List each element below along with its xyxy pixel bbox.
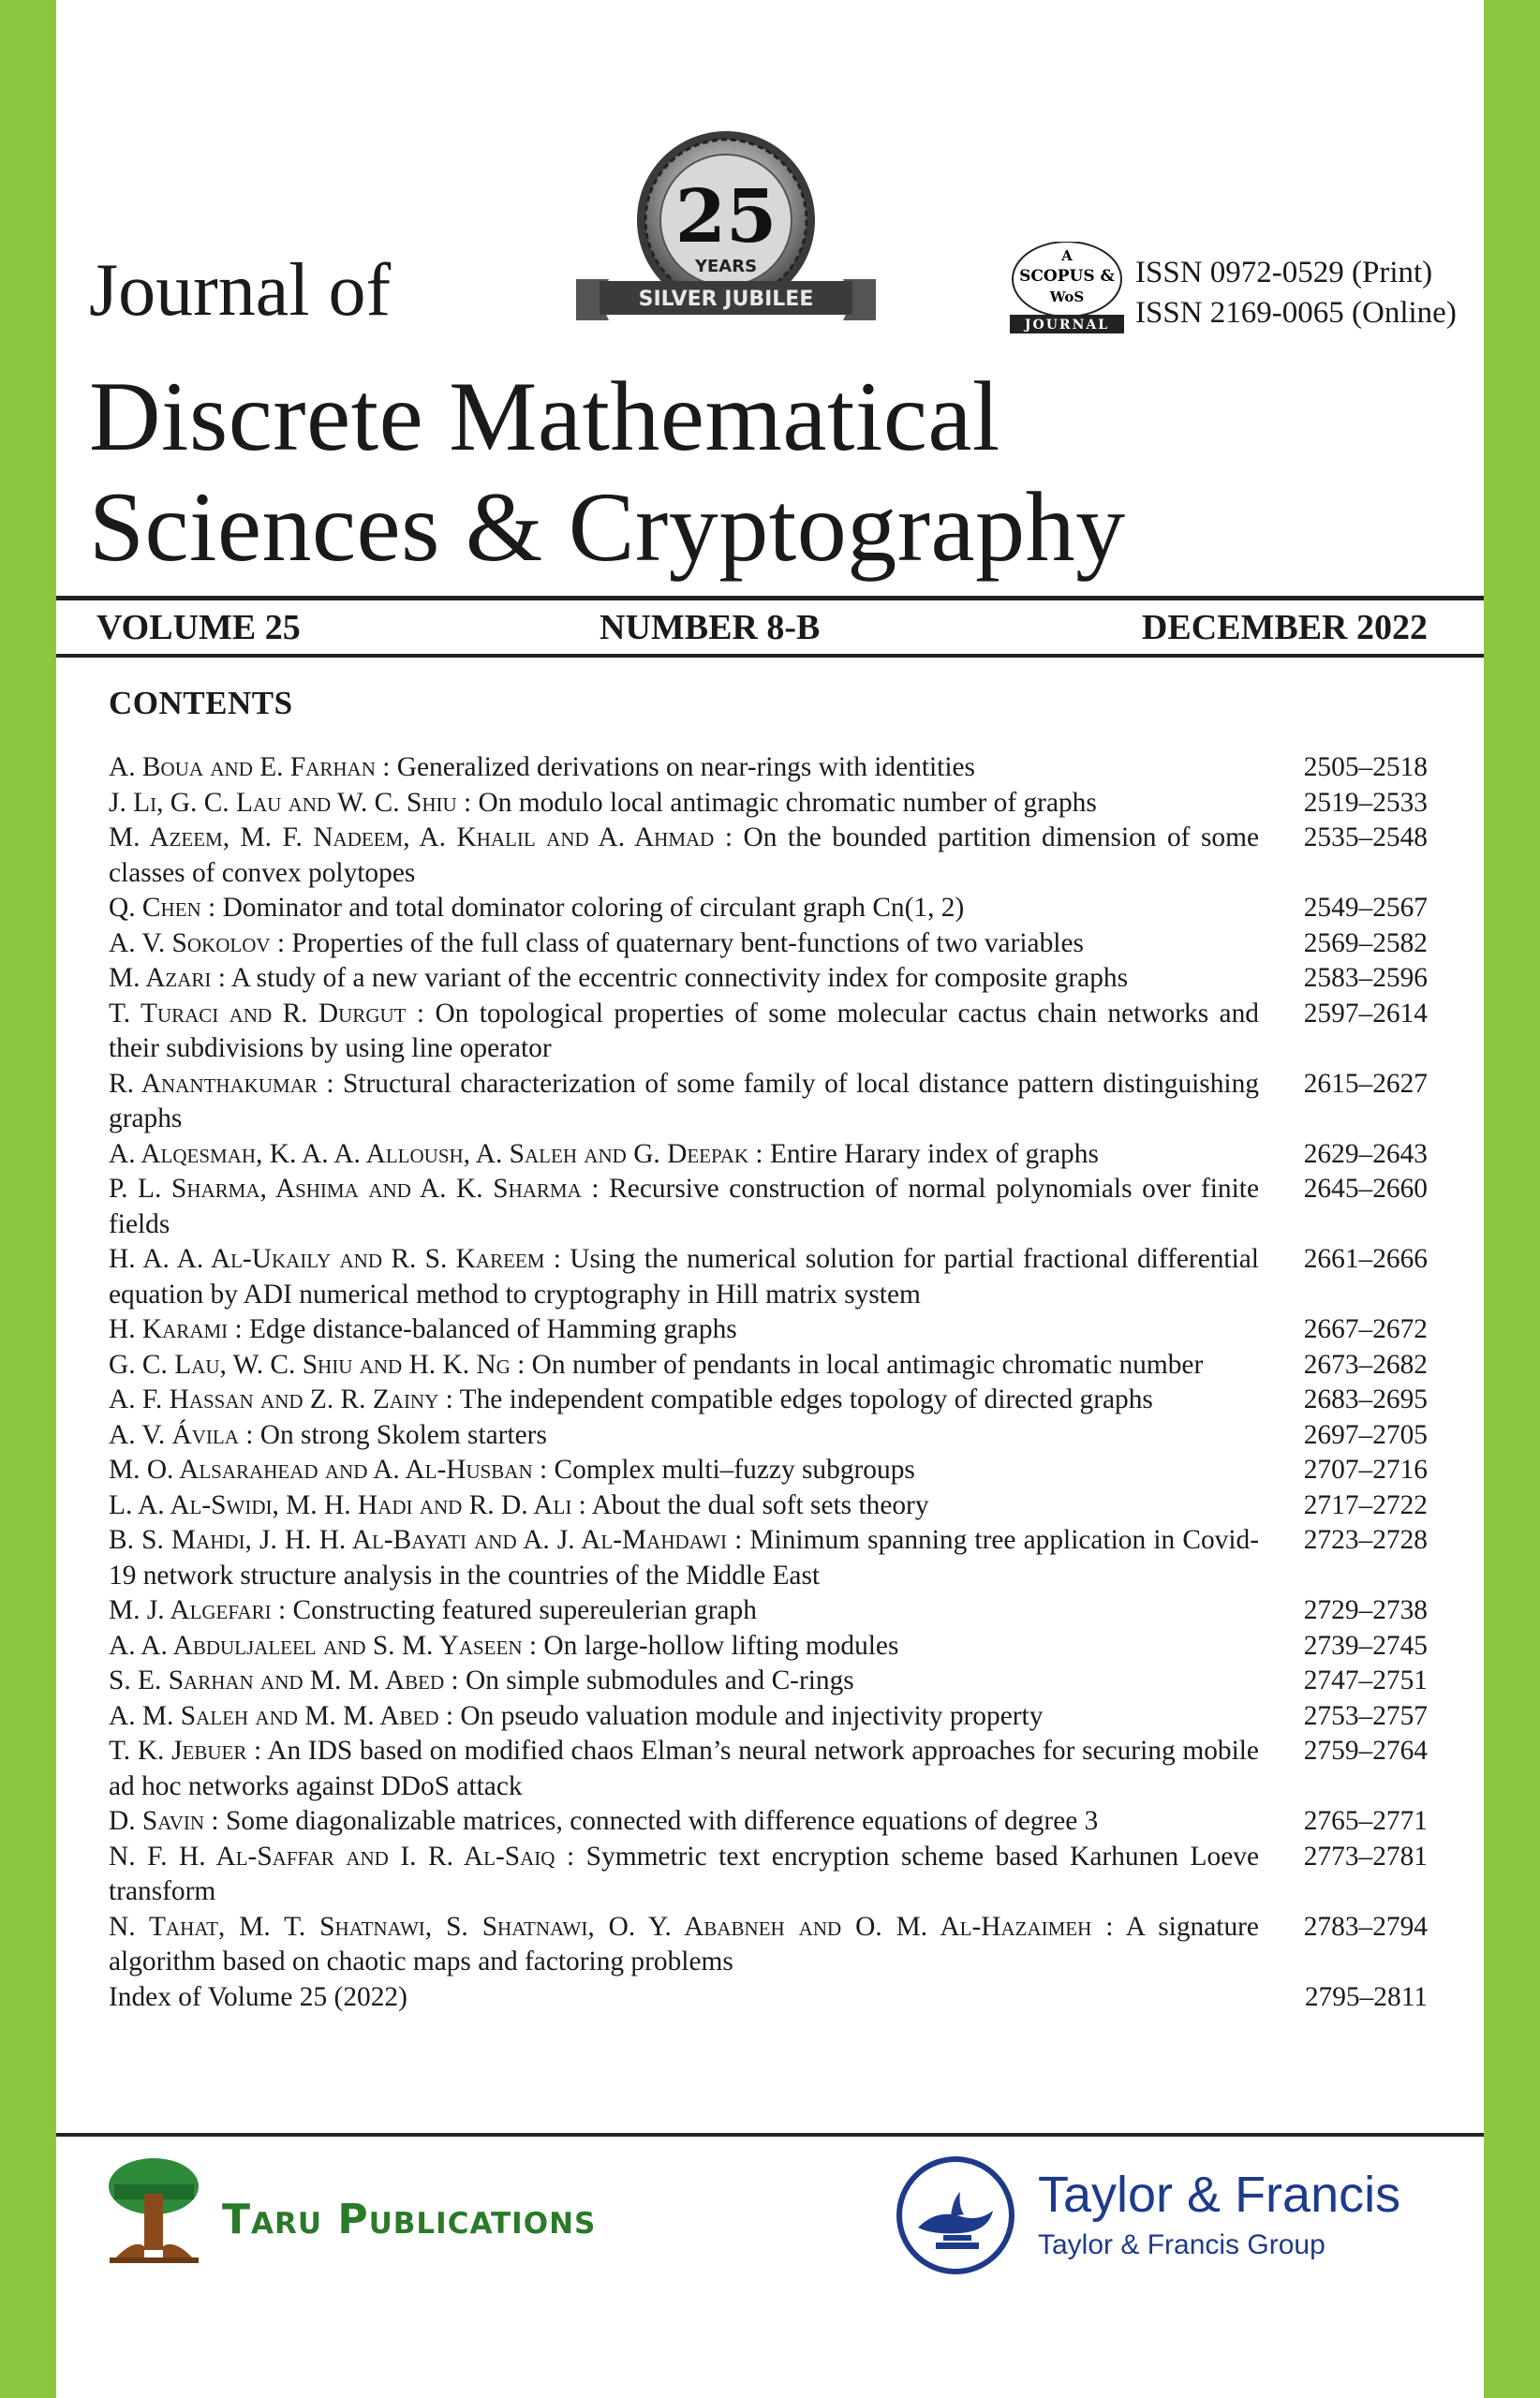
toc-pages: 2569–2582	[1303, 927, 1428, 958]
toc-entry-text: S. E. Sarhan and M. M. Abed : On simple submodules and C-rings	[109, 1665, 854, 1695]
toc-entry-text: A. M. Saleh and M. M. Abed : On pseudo valuation module and injectivity property	[109, 1700, 1044, 1731]
toc-title: Index of Volume 25 (2022)	[109, 1981, 407, 2012]
toc-pages: 2717–2722	[1303, 1489, 1428, 1520]
toc-title: Entire Harary index of graphs	[769, 1138, 1099, 1169]
toc-title: Complex multi–fuzzy subgroups	[554, 1455, 915, 1485]
badge-ribbon-text: SILVER JUBILEE	[638, 288, 814, 311]
issue-rule	[56, 654, 1484, 658]
toc-authors: M. Azari	[109, 963, 212, 993]
toc-entry	[109, 1488, 1428, 1524]
taru-tree-logo	[105, 2156, 203, 2267]
toc-pages: 2707–2716	[1303, 1455, 1428, 1485]
toc-title: An IDS based on modified chaos Elman’s neural network approaches for securing mobile ad hoc networks against DDoS attack	[109, 1736, 1259, 1801]
issn-online: ISSN 2169-0065 (Online)	[1135, 296, 1457, 330]
toc-entry	[109, 1383, 1428, 1418]
toc-pages: 2747–2751	[1303, 1665, 1428, 1695]
number-label: NUMBER 8-B	[600, 608, 821, 647]
toc-authors: M. O. Alsarahead and A. Al-Husban	[109, 1455, 533, 1485]
toc-entry-text: N. Tahat, M. T. Shatnawi, S. Shatnawi, O. Y. Ababneh and O. M. Al-Hazaimeh : A signature algorithm based on chaotic maps and factoring problems	[109, 1911, 1259, 1976]
date-label: DECEMBER 2022	[1141, 608, 1428, 647]
toc-title: On topological properties of some molecular cactus chain networks and their subdivisions by using line operator	[109, 998, 1259, 1063]
toc-authors: P. L. Sharma, Ashima and A. K. Sharma	[109, 1174, 582, 1204]
issn-print: ISSN 0972-0529 (Print)	[1135, 256, 1433, 289]
toc-title: Structural characterization of some family of local distance pattern distinguishing graphs	[109, 1068, 1259, 1133]
toc-authors: M. J. Algefari	[109, 1595, 272, 1625]
toc-entry	[109, 1980, 1428, 2016]
toc-entry-text: A. V. Sokolov : Properties of the full class of quaternary bent-functions of two variables	[109, 927, 1084, 958]
toc-entry-text: A. F. Hassan and Z. R. Zainy : The independent compatible edges topology of directed graphs	[109, 1384, 1153, 1414]
toc-title: Properties of the full class of quaternary bent-functions of two variables	[291, 927, 1084, 958]
toc-entry-text: H. Karami : Edge distance-balanced of Hamming graphs	[109, 1314, 737, 1344]
toc-entry-text	[109, 1980, 1259, 2016]
toc-title: Generalized derivations on near-rings with identities	[396, 752, 975, 782]
toc-entry-text: Q. Chen : Dominator and total dominator coloring of circulant graph Cn(1, 2)	[109, 893, 965, 923]
scopus-wos-badge	[1010, 242, 1124, 335]
contents-heading: CONTENTS	[109, 685, 293, 721]
toc-entry	[109, 1067, 1428, 1137]
toc-pages: 2519–2533	[1303, 787, 1428, 818]
toc-title: On strong Skolem starters	[259, 1419, 547, 1450]
toc-entry	[109, 821, 1428, 891]
right-green-bar	[1484, 0, 1540, 2398]
toc-entry	[109, 1664, 1428, 1699]
toc-title: A signature algorithm based on chaotic maps and factoring problems	[109, 1911, 1259, 1976]
journal-title-line1: Discrete Mathematical	[89, 362, 1000, 471]
toc-pages: 2759–2764	[1303, 1736, 1428, 1766]
toc-entry	[109, 1348, 1428, 1384]
toc-title: About the dual soft sets theory	[591, 1489, 929, 1520]
toc-authors: Q. Chen	[109, 893, 201, 923]
toc-pages: 2795–2811	[1304, 1981, 1428, 2012]
toc-entry-text: M. Azeem, M. F. Nadeem, A. Khalil and A. Ahmad : On the bounded partition dimension of some classes of convex polytopes	[109, 822, 1259, 888]
toc-title: On pseudo valuation module and injectivity property	[460, 1700, 1044, 1731]
taylor-francis-lamp-logo	[895, 2154, 1016, 2276]
toc-entry	[109, 1910, 1428, 1980]
toc-entry-text: H. A. A. Al-Ukaily and R. S. Kareem : Using the numerical solution for partial fractional differential equation by ADI numerical method to cryptography in Hill matrix system	[109, 1244, 1259, 1310]
toc-entry	[109, 1804, 1428, 1840]
toc-entry	[109, 1418, 1428, 1454]
toc-entry-text: P. L. Sharma, Ashima and A. K. Sharma : Recursive construction of normal polynomials over finite fields	[109, 1174, 1259, 1239]
toc-authors: A. F. Hassan and Z. R. Zainy	[109, 1384, 439, 1414]
badge-number: 25	[674, 174, 777, 259]
toc-entry	[109, 1734, 1428, 1804]
toc-pages: 2629–2643	[1303, 1138, 1428, 1169]
toc-entry	[109, 1242, 1428, 1312]
toc-entry	[109, 1137, 1428, 1173]
toc-entry	[109, 1840, 1428, 1910]
toc-entry-text: B. S. Mahdi, J. H. H. Al-Bayati and A. J. Al-Mahdawi : Minimum spanning tree application in Covid-19 network structure analysis in the countries of the Middle East	[109, 1525, 1259, 1591]
toc-entry-text: T. K. Jebuer : An IDS based on modified chaos Elman’s neural network approaches for securing mobile ad hoc networks against DDoS attack	[109, 1736, 1259, 1801]
toc-entry	[109, 786, 1428, 822]
toc-entry-text: M. O. Alsarahead and A. Al-Husban : Complex multi–fuzzy subgroups	[109, 1455, 915, 1485]
scopus-line1: A	[1061, 247, 1073, 264]
toc-authors: A. V. Ávila	[109, 1419, 239, 1450]
toc-title: Edge distance-balanced of Hamming graphs	[249, 1314, 737, 1344]
toc-entry-text: D. Savin : Some diagonalizable matrices, connected with difference equations of degree 3	[109, 1806, 1099, 1836]
toc-authors: J. Li, G. C. Lau and W. C. Shiu	[109, 787, 457, 818]
toc-entry	[109, 926, 1428, 962]
toc-title: Some diagonalizable matrices, connected with difference equations of degree 3	[225, 1806, 1099, 1836]
toc-title: Dominator and total dominator coloring of circulant graph Cn(1, 2)	[222, 893, 965, 923]
toc-authors: A. Alqesmah, K. A. A. Alloush, A. Saleh and G. Deepak	[109, 1138, 749, 1169]
toc-entry	[109, 1523, 1428, 1593]
toc-authors: G. C. Lau, W. C. Shiu and H. K. Ng	[109, 1349, 511, 1380]
toc-authors: A. Boua and E. Farhan	[109, 752, 376, 782]
toc-entry-text: T. Turaci and R. Durgut : On topological properties of some molecular cactus chain networks and their subdivisions by using line operator	[109, 998, 1259, 1063]
toc-title: Using the numerical solution for partial fractional differential equation by ADI numerical method to cryptography in Hill matrix system	[109, 1244, 1259, 1310]
toc-pages: 2645–2660	[1303, 1174, 1428, 1204]
toc-pages: 2505–2518	[1303, 752, 1428, 782]
toc-entry	[109, 1699, 1428, 1735]
toc-title: On number of pendants in local antimagic chromatic number	[531, 1349, 1204, 1380]
toc-title: Constructing featured supereulerian graph	[292, 1595, 757, 1625]
toc-entry	[109, 1453, 1428, 1488]
bottom-rule	[56, 2133, 1484, 2137]
toc-authors: T. Turaci and R. Durgut	[109, 998, 407, 1029]
taylor-francis-name: Taylor & Francis	[1038, 2167, 1401, 2223]
toc-authors: S. E. Sarhan and M. M. Abed	[109, 1665, 445, 1695]
toc-entry-text: J. Li, G. C. Lau and W. C. Shiu : On modulo local antimagic chromatic number of graphs	[109, 787, 1097, 818]
scopus-line2: SCOPUS &	[1019, 267, 1115, 286]
toc-pages: 2765–2771	[1303, 1806, 1428, 1836]
toc-entry-text: M. J. Algefari : Constructing featured supereulerian graph	[109, 1595, 757, 1625]
toc-title: On large-hollow lifting modules	[543, 1630, 899, 1661]
toc-authors: H. Karami	[109, 1314, 229, 1344]
toc-entry-text: N. F. H. Al-Saffar and I. R. Al-Saiq : Symmetric text encryption scheme based Karhunen Loeve transform	[109, 1841, 1259, 1906]
toc-entry	[109, 891, 1428, 926]
toc-title: The independent compatible edges topology of directed graphs	[459, 1384, 1153, 1414]
taru-publications-name: Taru Publications	[222, 2196, 597, 2243]
taylor-francis-group: Taylor & Francis Group	[1038, 2229, 1325, 2260]
toc-pages: 2739–2745	[1303, 1630, 1428, 1661]
left-green-bar	[0, 0, 56, 2398]
toc-pages: 2783–2794	[1303, 1911, 1428, 1942]
toc-entry-text: A. A. Abduljaleel and S. M. Yaseen : On large-hollow lifting modules	[109, 1630, 899, 1661]
toc-authors: A. M. Saleh and M. M. Abed	[109, 1700, 439, 1731]
toc-entry-text: M. Azari : A study of a new variant of the eccentric connectivity index for composite graphs	[109, 963, 1129, 993]
table-of-contents	[109, 750, 1428, 2015]
toc-authors: N. Tahat, M. T. Shatnawi, S. Shatnawi, O. Y. Ababneh and O. M. Al-Hazaimeh	[109, 1911, 1092, 1942]
journal-title-line2: Sciences & Cryptography	[89, 472, 1126, 582]
toc-pages: 2683–2695	[1303, 1384, 1428, 1414]
top-rule	[56, 596, 1484, 600]
toc-title: Minimum spanning tree application in Covid-19 network structure analysis in the countries of the Middle East	[109, 1525, 1259, 1591]
toc-pages: 2773–2781	[1303, 1841, 1428, 1872]
toc-entry	[109, 1312, 1428, 1348]
toc-entry-text: G. C. Lau, W. C. Shiu and H. K. Ng : On number of pendants in local antimagic chromatic number	[109, 1349, 1204, 1380]
toc-entry	[109, 1172, 1428, 1242]
toc-entry	[109, 750, 1428, 786]
toc-title: Recursive construction of normal polynomials over finite fields	[109, 1174, 1259, 1239]
toc-authors: R. Ananthakumar	[109, 1068, 318, 1099]
toc-authors: H. A. A. Al-Ukaily and R. S. Kareem	[109, 1244, 545, 1274]
toc-authors: B. S. Mahdi, J. H. H. Al-Bayati and A. J. Al-Mahdawi	[109, 1525, 727, 1555]
scopus-line4: JOURNAL	[1024, 318, 1110, 333]
toc-authors: A. A. Abduljaleel and S. M. Yaseen	[109, 1630, 523, 1661]
toc-authors: M. Azeem, M. F. Nadeem, A. Khalil and A. Ahmad	[109, 822, 715, 852]
toc-entry-text: A. V. Ávila : On strong Skolem starters	[109, 1419, 547, 1450]
toc-authors: T. K. Jebuer	[109, 1736, 247, 1766]
toc-pages: 2697–2705	[1303, 1419, 1428, 1450]
toc-authors: N. F. H. Al-Saffar and I. R. Al-Saiq	[109, 1841, 555, 1872]
toc-authors: D. Savin	[109, 1806, 205, 1836]
toc-authors: L. A. Al-Swidi, M. H. Hadi and R. D. Ali	[109, 1489, 572, 1520]
toc-title: Symmetric text encryption scheme based Karhunen Loeve transform	[109, 1841, 1259, 1906]
toc-pages: 2673–2682	[1303, 1349, 1428, 1380]
journal-title-prefix: Journal of	[89, 249, 392, 332]
silver-jubilee-badge	[571, 131, 881, 328]
toc-pages: 2753–2757	[1303, 1700, 1428, 1731]
scopus-line3: WoS	[1049, 289, 1085, 305]
toc-title: On modulo local antimagic chromatic number of graphs	[478, 787, 1097, 818]
toc-pages: 2549–2567	[1303, 893, 1428, 923]
toc-entry-text: R. Ananthakumar : Structural characterization of some family of local distance pattern distinguishing graphs	[109, 1068, 1259, 1133]
toc-pages: 2535–2548	[1303, 822, 1428, 852]
toc-entry-text: A. Alqesmah, K. A. A. Alloush, A. Saleh and G. Deepak : Entire Harary index of graphs	[109, 1138, 1099, 1169]
toc-title: A study of a new variant of the eccentric connectivity index for composite graphs	[230, 963, 1129, 993]
toc-entry	[109, 1593, 1428, 1629]
toc-entry	[109, 961, 1428, 997]
toc-title: On simple submodules and C-rings	[466, 1665, 854, 1695]
toc-authors: A. V. Sokolov	[109, 927, 271, 958]
volume-label: VOLUME 25	[96, 608, 301, 647]
toc-pages: 2723–2728	[1303, 1525, 1428, 1555]
badge-years: YEARS	[694, 257, 758, 276]
toc-pages: 2597–2614	[1303, 998, 1428, 1029]
toc-pages: 2729–2738	[1303, 1595, 1428, 1625]
toc-title: On the bounded partition dimension of some classes of convex polytopes	[109, 822, 1259, 888]
toc-pages: 2615–2627	[1303, 1068, 1428, 1099]
toc-pages: 2667–2672	[1303, 1314, 1428, 1344]
toc-entry-text: L. A. Al-Swidi, M. H. Hadi and R. D. Ali : About the dual soft sets theory	[109, 1489, 929, 1520]
toc-entry-text: A. Boua and E. Farhan : Generalized derivations on near-rings with identities	[109, 752, 975, 782]
toc-entry	[109, 997, 1428, 1067]
toc-pages: 2661–2666	[1303, 1244, 1428, 1274]
toc-pages: 2583–2596	[1303, 963, 1428, 993]
toc-entry	[109, 1629, 1428, 1665]
